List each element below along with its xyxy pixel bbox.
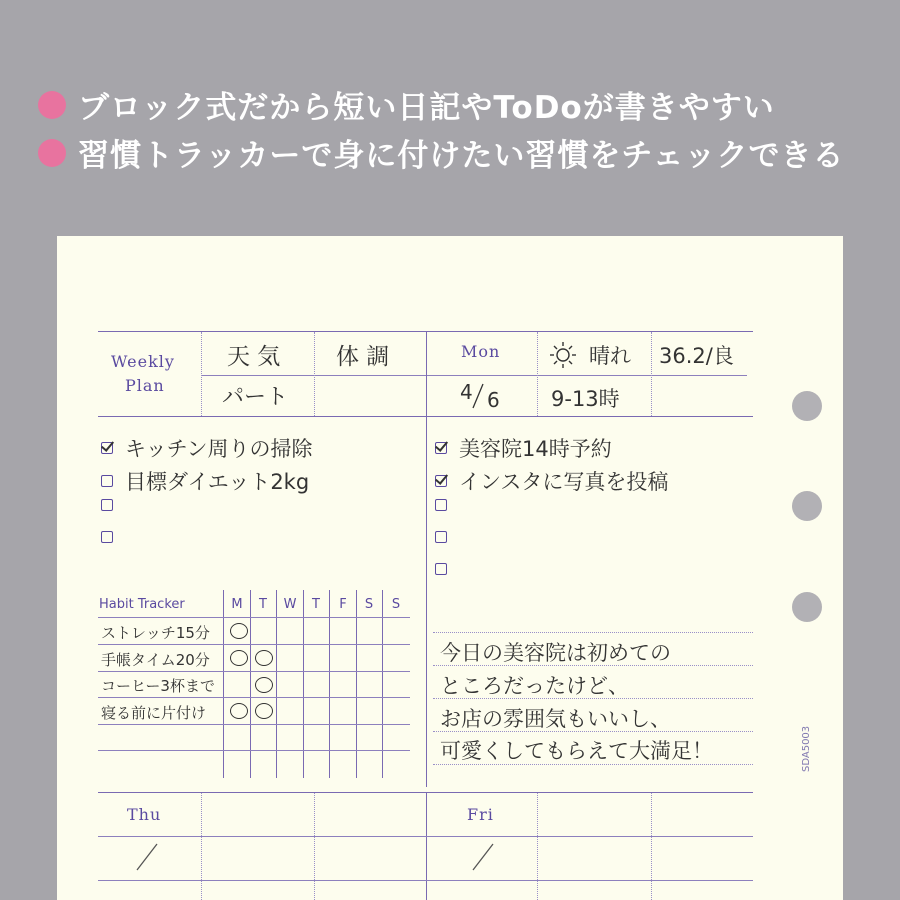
binder-hole-icon bbox=[792, 592, 822, 622]
product-code: SDA5003 bbox=[801, 725, 812, 772]
weather-value: 晴れ bbox=[589, 344, 631, 368]
feature-bullet-2 bbox=[38, 130, 844, 175]
bottom-mid-rule bbox=[98, 836, 753, 837]
checkbox-icon[interactable] bbox=[435, 531, 447, 543]
todo-text: 目標ダイエット2kg bbox=[125, 470, 310, 494]
memo-line: 今日の美容院は初めての bbox=[440, 641, 671, 665]
sun-icon bbox=[548, 340, 578, 370]
header-mid-rule bbox=[202, 375, 747, 376]
todo-item[interactable] bbox=[435, 531, 459, 543]
feature-bullet-text: ブロック式だから短い日記やToDoが書きやすい bbox=[78, 90, 775, 126]
habit-check-mark-icon[interactable] bbox=[255, 703, 273, 719]
habit-row-line bbox=[98, 644, 410, 645]
todo-item[interactable] bbox=[435, 433, 612, 463]
bottom-low-rule bbox=[98, 880, 753, 881]
habit-day-label: T bbox=[312, 597, 320, 612]
habit-label: コーヒー3杯まで bbox=[101, 677, 215, 695]
date-slash-icon bbox=[135, 842, 159, 872]
binder-hole-icon bbox=[792, 491, 822, 521]
habit-row-line bbox=[98, 671, 410, 672]
bottom-divider bbox=[201, 793, 202, 900]
todo-text: インスタに写真を投稿 bbox=[459, 470, 669, 494]
checkbox-checked-icon[interactable] bbox=[435, 475, 447, 487]
habit-check-mark-icon[interactable] bbox=[255, 650, 273, 666]
todo-item[interactable] bbox=[101, 433, 313, 463]
header-divider bbox=[537, 332, 538, 416]
date-slash-icon bbox=[471, 842, 495, 872]
header-divider bbox=[651, 332, 652, 416]
time-value: 9-13時 bbox=[551, 387, 620, 411]
habit-check-mark-icon[interactable] bbox=[230, 703, 248, 719]
bottom-divider bbox=[314, 793, 315, 900]
habit-row-line bbox=[98, 697, 410, 698]
todo-item[interactable] bbox=[101, 466, 309, 496]
date-month: 4 bbox=[460, 380, 473, 404]
todo-item[interactable] bbox=[435, 563, 459, 575]
feature-bullet-text: 習慣トラッカーで身に付けたい習慣をチェックできる bbox=[78, 138, 845, 174]
todo-item[interactable] bbox=[435, 499, 459, 511]
habit-day-label: S bbox=[364, 597, 374, 612]
part-label: パート bbox=[222, 385, 289, 410]
header-divider bbox=[201, 332, 202, 416]
plan-label: Plan bbox=[125, 376, 165, 395]
weather-label: 天 気 bbox=[227, 344, 281, 370]
checkbox-icon[interactable] bbox=[101, 499, 113, 511]
checkbox-icon[interactable] bbox=[435, 563, 447, 575]
habit-day-label: S bbox=[391, 597, 401, 612]
planner-page bbox=[57, 236, 843, 900]
habit-day-label: T bbox=[259, 597, 267, 612]
habit-day-label: W bbox=[283, 597, 297, 612]
checkbox-icon[interactable] bbox=[435, 499, 447, 511]
habit-label: 手帳タイム20分 bbox=[101, 651, 210, 669]
checkbox-checked-icon[interactable] bbox=[101, 442, 113, 454]
habit-day-label: M bbox=[231, 597, 243, 612]
condition-label: 体 調 bbox=[336, 344, 390, 370]
habit-row-line bbox=[98, 724, 410, 725]
habit-label: 寝る前に片付け bbox=[101, 704, 207, 722]
habit-check-mark-icon[interactable] bbox=[255, 677, 273, 693]
bottom-divider bbox=[651, 793, 652, 900]
thu-label: Thu bbox=[127, 805, 162, 824]
checkbox-icon[interactable] bbox=[101, 475, 113, 487]
checkbox-icon[interactable] bbox=[101, 531, 113, 543]
checkbox-checked-icon[interactable] bbox=[435, 442, 447, 454]
binder-hole-icon bbox=[792, 391, 822, 421]
todo-text: キッチン周りの掃除 bbox=[125, 437, 313, 461]
feature-bullet-1 bbox=[38, 82, 775, 127]
todo-text: 美容院14時予約 bbox=[459, 437, 612, 461]
todo-item[interactable] bbox=[435, 466, 668, 496]
memo-line: ところだったけど、 bbox=[440, 674, 629, 698]
condition-value: 36.2/良 bbox=[659, 344, 734, 368]
habit-label: ストレッチ15分 bbox=[101, 624, 210, 642]
habit-day-label: F bbox=[339, 597, 347, 612]
todo-item[interactable] bbox=[101, 499, 125, 511]
memo-line: お店の雰囲気もいいし、 bbox=[440, 707, 671, 731]
habit-tracker-title: Habit Tracker bbox=[99, 597, 185, 612]
bullet-dot-icon bbox=[38, 91, 66, 119]
weekly-label: Weekly bbox=[111, 352, 175, 371]
center-divider-bottom bbox=[426, 793, 427, 900]
todo-item[interactable] bbox=[101, 531, 125, 543]
memo-line: 可愛くしてもらえて大満足！ bbox=[440, 739, 713, 763]
day-label: Mon bbox=[461, 342, 501, 361]
date-slash bbox=[471, 382, 485, 410]
memo-rule bbox=[433, 632, 753, 633]
fri-label: Fri bbox=[467, 805, 494, 824]
bottom-divider bbox=[537, 793, 538, 900]
habit-row-line bbox=[98, 617, 410, 618]
center-divider bbox=[426, 331, 427, 787]
bottom-top-rule bbox=[98, 792, 753, 793]
habit-check-mark-icon[interactable] bbox=[230, 623, 248, 639]
habit-check-mark-icon[interactable] bbox=[230, 650, 248, 666]
habit-row-line bbox=[98, 750, 410, 751]
bullet-dot-icon bbox=[38, 139, 66, 167]
date-day: 6 bbox=[487, 388, 500, 412]
header-divider bbox=[314, 332, 315, 416]
